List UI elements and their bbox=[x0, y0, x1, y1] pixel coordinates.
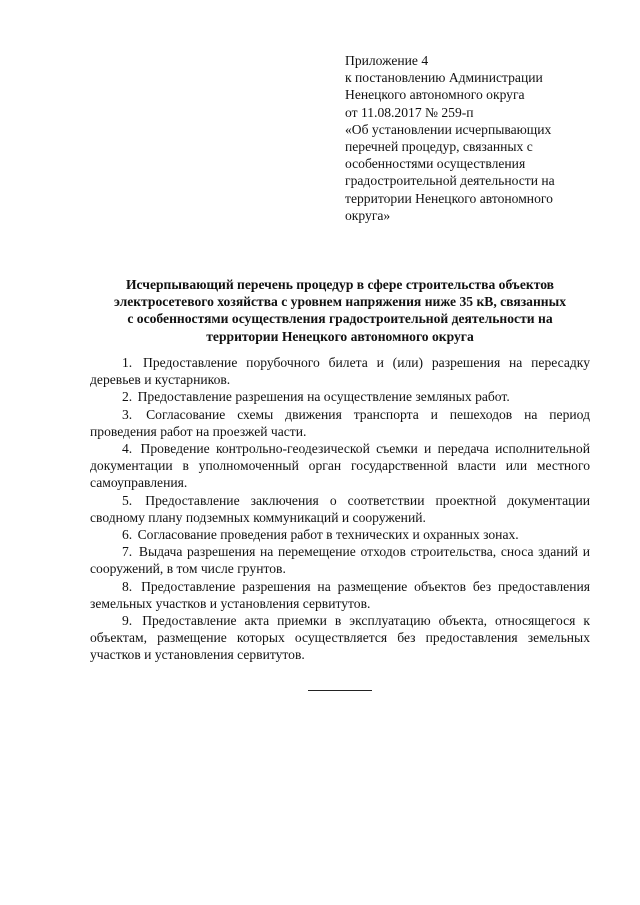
appendix-line: к постановлению Администрации bbox=[345, 70, 543, 86]
appendix-line: особенностями осуществления bbox=[345, 156, 526, 172]
list-item bbox=[90, 543, 590, 577]
item-text: Предоставление заключения о соответствии проектной документации сводному плану подземных коммуникаций и сооружений. bbox=[90, 492, 590, 525]
list-item bbox=[90, 406, 590, 440]
appendix-line: Приложение 4 bbox=[345, 53, 429, 68]
item-text: Выдача разрешения на перемещение отходов строительства, сноса зданий и сооружений, в том числе грунтов. bbox=[90, 544, 590, 577]
list-item bbox=[90, 526, 590, 543]
title-line: электросетевого хозяйства с уровнем напряжения ниже 35 кВ, связанных bbox=[113, 294, 567, 310]
list-item bbox=[90, 440, 590, 492]
appendix-line: перечней процедур, связанных с bbox=[345, 139, 533, 155]
item-text: Предоставление порубочного билета и (или) разрешения на пересадку деревьев и кустарников. bbox=[90, 355, 590, 388]
item-text: Проведение контрольно-геодезической съемки и передача исполнительной документации в уполномоченный орган государственной власти или местного самоуправления. bbox=[90, 441, 590, 491]
title-line: с особенностями осуществления градостроительной деятельности на bbox=[127, 311, 553, 327]
title-line: Исчерпывающий перечень процедур в сфере строительства объектов bbox=[125, 277, 555, 292]
item-text: Согласование проведения работ в технических и охранных зонах. bbox=[137, 527, 519, 543]
list-item bbox=[90, 578, 590, 612]
closing-separator-line bbox=[308, 690, 372, 691]
item-text: Согласование схемы движения транспорта и пешеходов на период проведения работ на проезжей части. bbox=[90, 406, 590, 439]
title-line: территории Ненецкого автономного округа bbox=[206, 328, 474, 344]
appendix-line: «Об установлении исчерпывающих bbox=[345, 121, 552, 137]
item-text: Предоставление разрешения на осуществление земляных работ. bbox=[137, 389, 510, 405]
item-text: Предоставление акта приемки в эксплуатацию объекта, относящегося к объектам, размещение которых осуществляется без предоставления земельных участков и установления сервитутов. bbox=[90, 613, 590, 663]
document-title bbox=[70, 276, 610, 345]
appendix-line: территории Ненецкого автономного bbox=[345, 190, 553, 206]
list-item bbox=[90, 388, 590, 405]
item-number: 6. bbox=[122, 527, 133, 543]
item-number: 4. bbox=[122, 441, 133, 457]
appendix-line: от 11.08.2017 № 259-п bbox=[345, 104, 474, 120]
item-number: 3. bbox=[122, 406, 133, 422]
item-text: Предоставление разрешения на размещение объектов без предоставления земельных участков и установления сервитутов. bbox=[90, 578, 591, 611]
item-number: 9. bbox=[122, 613, 133, 629]
appendix-line: округа» bbox=[345, 207, 391, 223]
item-number: 2. bbox=[122, 389, 133, 405]
list-item bbox=[90, 492, 590, 526]
appendix-header bbox=[345, 52, 605, 224]
item-number: 1. bbox=[122, 355, 133, 370]
list-item bbox=[90, 612, 590, 664]
item-number: 5. bbox=[122, 492, 133, 508]
item-number: 8. bbox=[122, 578, 133, 594]
procedure-list bbox=[90, 354, 590, 664]
appendix-line: градостроительной деятельности на bbox=[345, 173, 555, 189]
list-item bbox=[90, 354, 590, 388]
appendix-line: Ненецкого автономного округа bbox=[345, 87, 525, 103]
item-number: 7. bbox=[122, 544, 133, 560]
